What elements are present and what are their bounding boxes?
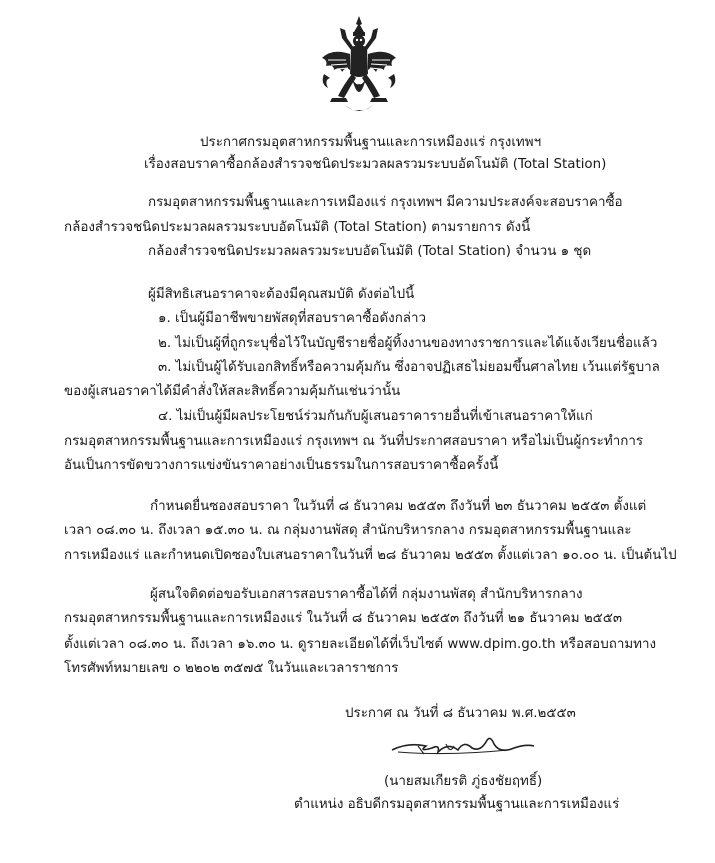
item-line: กล้องสำรวจชนิดประมวลผลรวมระบบอัตโนมัติ (Total Station) จำนวน ๑ ชุด <box>148 244 592 259</box>
signature-image <box>388 728 538 764</box>
contact-line-2: กรมอุตสาหกรรมพื้นฐานและการเหมืองแร่ ในวันที่ ๘ ธันวาคม ๒๕๕๓ ถึงวันที่ ๒๑ ธันวาคม ๒๕๕๓ <box>64 611 623 626</box>
header-line-1: ประกาศกรมอุตสาหกรรมพื้นฐานและการเหมืองแร่ กรุงเทพฯ <box>200 135 542 150</box>
qualification-2: ๒. ไม่เป็นผู้ที่ถูกระบุชื่อไว้ในบัญชีรายชื่อผู้ทิ้งงานของทางราชการและได้แจ้งเวียนชื่อแล้ว <box>158 336 658 351</box>
qualification-4: ๔. ไม่เป็นผู้มีผลประโยชน์ร่วมกันกับผู้เสนอราคารายอื่นที่เข้าเสนอราคาให้แก่ <box>158 409 593 424</box>
contact-line-1: ผู้สนใจติดต่อขอรับเอกสารสอบราคาซื้อได้ที่ กลุ่มงานพัสดุ สำนักบริหารกลาง <box>150 587 583 602</box>
signer-name: (นายสมเกียรติ ภู่ธงชัยฤทธิ์) <box>384 774 543 789</box>
intro-line-2: กล้องสำรวจชนิดประมวลผลรวมระบบอัตโนมัติ (Total Station) ตามรายการ ดังนี้ <box>64 220 531 235</box>
schedule-line-3: การเหมืองแร่ และกำหนดเปิดซองใบเสนอราคาในวันที่ ๒๘ ธันวาคม ๒๕๕๓ ตั้งแต่เวลา ๑๐.๐๐ น. เป็นต้นไป <box>64 548 677 563</box>
garuda-emblem-icon <box>318 14 400 118</box>
qualification-3-cont: ของผู้เสนอราคาได้มีคำสั่งให้สละสิทธิ์ความคุ้มกันเช่นว่านั้น <box>64 384 401 399</box>
signer-position: ตำแหน่ง อธิบดีกรมอุตสาหกรรมพื้นฐานและการเหมืองแร่ <box>294 797 620 812</box>
intro-line-1: กรมอุตสาหกรรมพื้นฐานและการเหมืองแร่ กรุงเทพฯ มีความประสงค์จะสอบราคาซื้อ <box>148 195 623 210</box>
qualification-1: ๑. เป็นผู้มีอาชีพขายพัสดุที่สอบราคาซื้อดังกล่าว <box>158 311 427 326</box>
contact-line-4: โทรศัพท์หมายเลข ๐ ๒๒๐๒ ๓๕๗๕ ในวันและเวลาราชการ <box>64 661 399 676</box>
schedule-line-2: เวลา ๐๘.๓๐ น. ถึงเวลา ๑๕.๓๐ น. ณ กลุ่มงานพัสดุ สำนักบริหารกลาง กรมอุตสาหกรรมพื้นฐานและ <box>64 523 632 538</box>
announcement-date: ประกาศ ณ วันที่ ๘ ธันวาคม พ.ศ.๒๕๕๓ <box>345 706 576 721</box>
qualification-heading: ผู้มีสิทธิเสนอราคาจะต้องมีคุณสมบัติ ดังต่อไปนี้ <box>148 287 415 302</box>
qualification-3: ๓. ไม่เป็นผู้ได้รับเอกสิทธิ์หรือความคุ้มกัน ซึ่งอาจปฏิเสธไม่ยอมขึ้นศาลไทย เว้นแต่รัฐบาล <box>158 360 660 375</box>
qualification-4-cont-2: อันเป็นการขัดขวางการแข่งขันราคาอย่างเป็นธรรมในการสอบราคาซื้อครั้งนี้ <box>64 458 499 473</box>
header-line-2: เรื่องสอบราคาซื้อกล้องสำรวจชนิดประมวลผลรวมระบบอัตโนมัติ (Total Station) <box>144 157 607 172</box>
schedule-line-1: กำหนดยื่นซองสอบราคา ในวันที่ ๘ ธันวาคม ๒๕๕๓ ถึงวันที่ ๒๓ ธันวาคม ๒๕๕๓ ตั้งแต่ <box>150 499 647 514</box>
contact-line-3: ตั้งแต่เวลา ๐๘.๓๐ น. ถึงเวลา ๑๖.๓๐ น. ดูรายละเอียดได้ที่เว็บไซต์ www.dpim.go.th หรือสอบถามทาง <box>64 637 657 652</box>
qualification-4-cont-1: กรมอุตสาหกรรมพื้นฐานและการเหมืองแร่ กรุงเทพฯ ณ วันที่ประกาศสอบราคา หรือไม่เป็นผู้กระทำการ <box>64 434 644 449</box>
